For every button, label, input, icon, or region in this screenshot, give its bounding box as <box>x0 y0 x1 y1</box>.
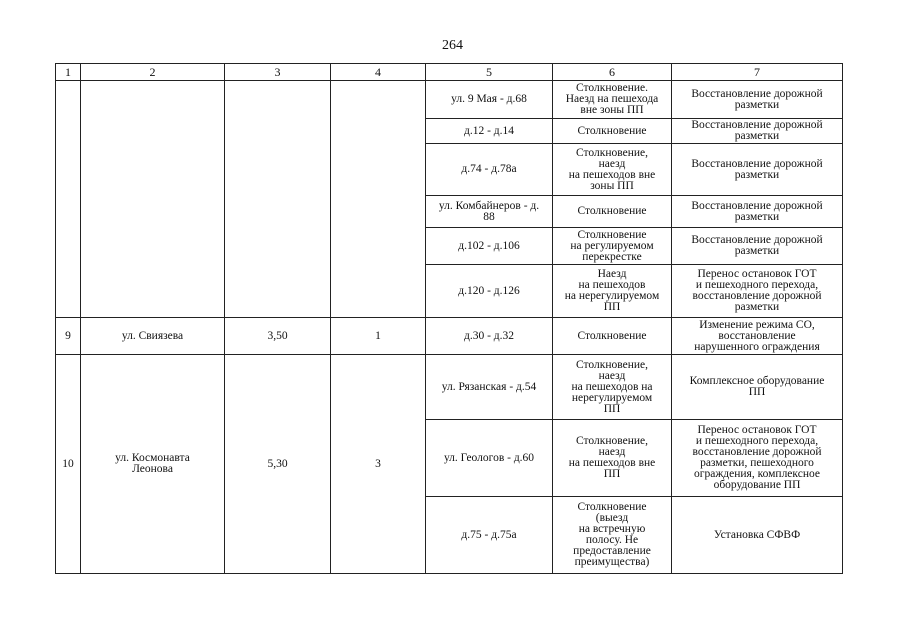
header-col-1: 1 <box>56 64 81 81</box>
accident-type-cell: Столкновение, наезд на пешеходов на нерегулируемом ПП <box>553 355 672 420</box>
accident-type-cell: Столкновение <box>553 196 672 228</box>
table-row <box>56 81 843 119</box>
street-cell: ул. Свиязева <box>81 318 225 355</box>
section-cell: ул. Комбайнеров - д. 88 <box>426 196 553 228</box>
measure-cell: Восстановление дорожной разметки <box>672 196 843 228</box>
table-row <box>56 355 843 420</box>
accident-type-cell: Столкновение. Наезд на пешехода вне зоны ПП <box>553 81 672 119</box>
measure-cell: Изменение режима СО, восстановление нарушенного ограждения <box>672 318 843 355</box>
section-cell: ул. 9 Мая - д.68 <box>426 81 553 119</box>
page-number: 264 <box>442 38 463 53</box>
header-col-2: 2 <box>81 64 225 81</box>
measure-cell: Восстановление дорожной разметки <box>672 144 843 196</box>
header-col-3: 3 <box>225 64 331 81</box>
table-row <box>56 318 843 355</box>
num-cell-empty <box>56 81 81 318</box>
measure-cell: Комплексное оборудование ПП <box>672 355 843 420</box>
num-cell: 10 <box>56 355 81 574</box>
header-col-6: 6 <box>553 64 672 81</box>
accident-table <box>55 63 843 574</box>
header-col-7: 7 <box>672 64 843 81</box>
measure-cell: Восстановление дорожной разметки <box>672 81 843 119</box>
accident-type-cell: Столкновение, наезд на пешеходов вне зоны ПП <box>553 144 672 196</box>
count-cell: 3 <box>331 355 426 574</box>
header-col-5: 5 <box>426 64 553 81</box>
section-cell: д.12 - д.14 <box>426 119 553 144</box>
accident-type-cell: Столкновение на регулируемом перекрестке <box>553 228 672 265</box>
length-cell: 5,30 <box>225 355 331 574</box>
accident-type-cell: Столкновение <box>553 119 672 144</box>
street-cell: ул. Космонавта Леонова <box>81 355 225 574</box>
accident-type-cell: Столкновение <box>553 318 672 355</box>
measure-cell: Восстановление дорожной разметки <box>672 228 843 265</box>
accident-type-cell: Столкновение (выезд на встречную полосу. Не предоставление преимущества) <box>553 497 672 574</box>
length-cell-empty <box>225 81 331 318</box>
header-row <box>56 64 843 81</box>
section-cell: д.75 - д.75а <box>426 497 553 574</box>
length-cell: 3,50 <box>225 318 331 355</box>
count-cell-empty <box>331 81 426 318</box>
section-cell: д.30 - д.32 <box>426 318 553 355</box>
header-col-4: 4 <box>331 64 426 81</box>
section-cell: ул. Рязанская - д.54 <box>426 355 553 420</box>
section-cell: д.74 - д.78а <box>426 144 553 196</box>
measure-cell: Перенос остановок ГОТ и пешеходного перехода, восстановление дорожной разметки, пешеходного ограждения, комплексное оборудование ПП <box>672 420 843 497</box>
section-cell: д.120 - д.126 <box>426 265 553 318</box>
section-cell: ул. Геологов - д.60 <box>426 420 553 497</box>
accident-type-cell: Столкновение, наезд на пешеходов вне ПП <box>553 420 672 497</box>
count-cell: 1 <box>331 318 426 355</box>
street-cell-empty <box>81 81 225 318</box>
measure-cell: Восстановление дорожной разметки <box>672 119 843 144</box>
section-cell: д.102 - д.106 <box>426 228 553 265</box>
num-cell: 9 <box>56 318 81 355</box>
accident-type-cell: Наезд на пешеходов на нерегулируемом ПП <box>553 265 672 318</box>
measure-cell: Установка СФВФ <box>672 497 843 574</box>
measure-cell: Перенос остановок ГОТ и пешеходного перехода, восстановление дорожной разметки <box>672 265 843 318</box>
